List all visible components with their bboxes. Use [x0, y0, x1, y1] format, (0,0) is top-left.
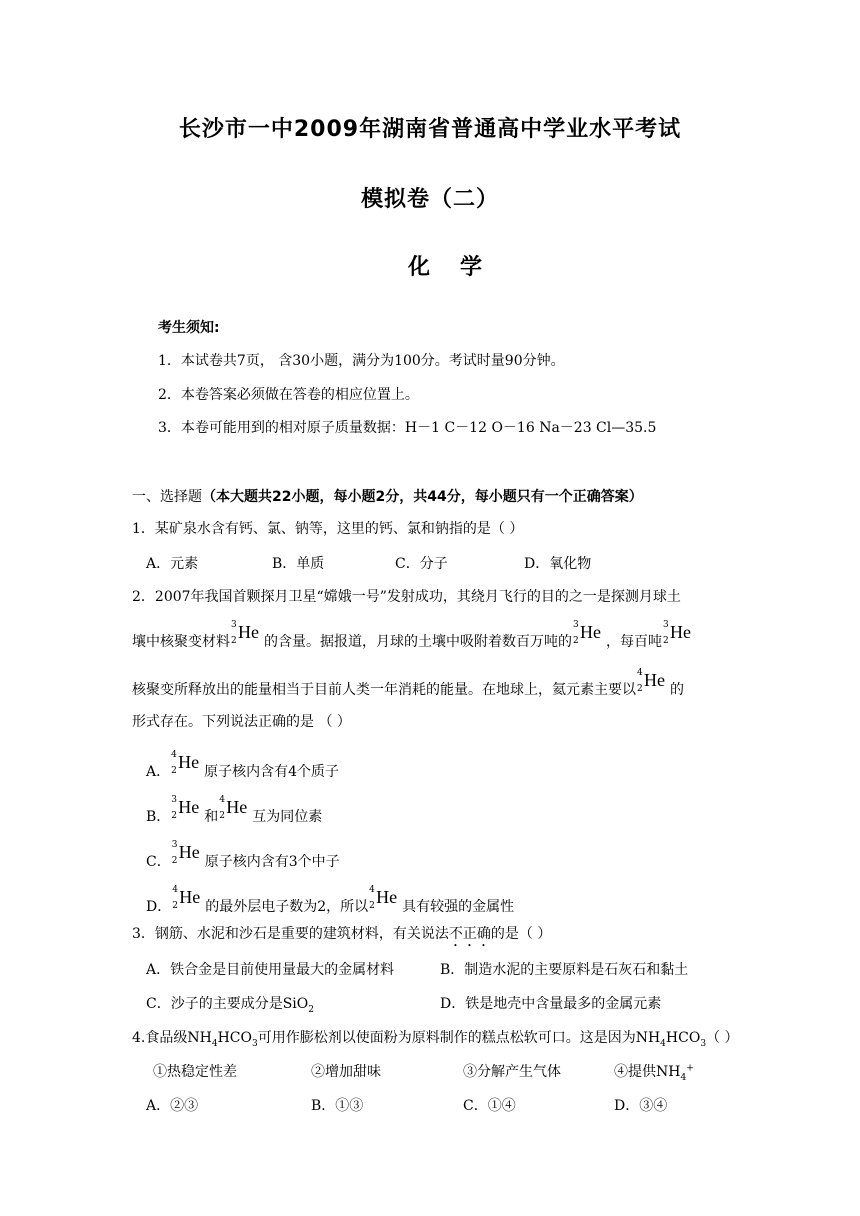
notice-item-1: 1．本试卷共7页， 含30小题，满分为100分。考试时量90分钟。 [158, 353, 565, 369]
q2-text: 的 [670, 682, 684, 698]
q2-text: 核聚变所释放出的能量相当于目前人类一年消耗的能量。在地球上，氦元素主要以 [132, 682, 636, 698]
q2-line1: 2．2007年我国首颗探月卫星“嫦娥一号”发射成功，其绕月飞行的目的之一是探测月球土 [132, 589, 681, 605]
subscript: 3 [251, 1038, 258, 1049]
element-symbol: He [580, 622, 601, 642]
element-symbol: He [179, 887, 201, 907]
q1-stem: 1．某矿泉水含有钙、氯、钠等，这里的钙、氯和钠指的是（ ） [132, 521, 524, 537]
section1-label: 一、选择题 [132, 489, 202, 505]
q3-emphasis: 不正确 [448, 926, 491, 942]
subscript: 4 [680, 1072, 687, 1083]
isotope-he3 [573, 620, 605, 650]
mass-number: 3 [231, 620, 237, 630]
isotope-he4 [172, 885, 204, 915]
q2-line4: 形式存在。下列说法正确的是 （ ） [132, 714, 351, 730]
q1-option-a: A．元素 [146, 556, 199, 572]
option-text: 原子核内含有3个中子 [204, 854, 340, 870]
element-symbol: He [670, 622, 691, 642]
q2-option-c [146, 840, 340, 871]
q2-line3 [132, 668, 684, 699]
exam-subject: 化学 [407, 255, 512, 280]
q2-option-a [146, 750, 340, 781]
atomic-number: 2 [219, 811, 226, 821]
q3-text: 的是（ ） [490, 926, 552, 942]
option-text: ④提供NH [614, 1064, 681, 1080]
q4-text: 4.食品级NH [132, 1030, 212, 1046]
atomic-number: 2 [171, 856, 178, 866]
q3-option-a: A．铁合金是目前使用量最大的金属材料 [146, 962, 395, 978]
atomic-number: 2 [637, 684, 643, 694]
superscript: + [686, 1063, 694, 1074]
isotope-he4 [637, 668, 669, 698]
option-prefix: D． [146, 899, 172, 915]
option-text: 的最外层电子数为2，所以 [205, 899, 369, 915]
q3-option-d: D．铁是地壳中含量最多的金属元素 [440, 996, 662, 1012]
atomic-number: 2 [369, 901, 375, 911]
q2-text: 壤中核聚变材料 [132, 634, 230, 650]
q1-option-c: C．分子 [395, 556, 448, 572]
notice-heading: 考生须知: [158, 320, 220, 336]
q4-item-3: ③分解产生气体 [463, 1064, 561, 1080]
atomic-number: 2 [171, 811, 178, 821]
option-prefix: C． [146, 854, 171, 870]
subscript: 2 [308, 1004, 314, 1015]
element-symbol: He [376, 887, 398, 907]
q4-item-2: ②增加甜味 [311, 1064, 381, 1080]
element-symbol: He [644, 670, 665, 690]
q1-option-d: D．氧化物 [524, 556, 592, 572]
q4-item-1: ①热稳定性差 [153, 1064, 237, 1080]
isotope-he4 [171, 750, 203, 780]
q2-text: 的含量。据报道，月球的土壤中吸附着数百万吨的 [264, 634, 572, 650]
mass-number: 4 [369, 885, 375, 895]
isotope-he3 [171, 795, 203, 825]
q4-stem [132, 1027, 739, 1049]
notice-item-2: 2．本卷答案必须做在答卷的相应位置上。 [158, 387, 419, 403]
mass-number: 4 [171, 750, 177, 760]
mass-number: 3 [573, 620, 579, 630]
mass-number: 3 [171, 795, 178, 805]
exam-title-line1: 长沙市一中2009年湖南省普通高中学业水平考试 [178, 117, 682, 142]
option-text: 互为同位素 [252, 809, 323, 825]
mass-number: 3 [663, 620, 669, 630]
q1-option-b: B．单质 [272, 556, 325, 572]
section1-heading [132, 486, 643, 506]
mass-number: 4 [172, 885, 178, 895]
subscript: 4 [660, 1038, 666, 1049]
mass-number: 3 [171, 840, 178, 850]
section1-note: （本大题共22小题，每小题2分，共44分，每小题只有一个正确答案） [202, 489, 643, 505]
element-symbol: He [178, 752, 200, 772]
option-text: 原子核内含有4个质子 [204, 764, 340, 780]
q2-text: ，每百吨 [606, 634, 662, 650]
atomic-number: 2 [573, 636, 579, 646]
q2-line2 [132, 620, 696, 651]
notice-item-3: 3．本卷可能用到的相对原子质量数据：H－1 C－12 O－16 Na－23 Cl—35.5 [158, 420, 657, 436]
exam-title-line2: 模拟卷（二） [360, 187, 499, 212]
option-prefix: B． [146, 809, 171, 825]
element-symbol: He [238, 622, 259, 642]
q2-option-d [146, 885, 515, 916]
element-symbol: He [178, 797, 200, 817]
option-prefix: A． [146, 764, 171, 780]
q4-text: HCO [217, 1030, 252, 1046]
option-text: C．沙子的主要成分是SiO [146, 996, 309, 1012]
isotope-he3 [231, 620, 263, 650]
isotope-he3 [171, 840, 204, 870]
q4-option-b: B．①③ [311, 1098, 364, 1114]
mass-number: 4 [637, 668, 643, 678]
atomic-number: 2 [171, 766, 177, 776]
q4-text: HCO [665, 1030, 701, 1046]
q3-option-b: B．制造水泥的主要原料是石灰石和黏土 [440, 962, 689, 978]
isotope-he4 [369, 885, 401, 915]
isotope-he3 [663, 620, 695, 650]
isotope-he4 [219, 795, 251, 825]
q4-option-c: C．①④ [463, 1098, 516, 1114]
q4-item-4 [614, 1061, 694, 1083]
option-text: 和 [204, 809, 219, 825]
subscript: 3 [700, 1038, 707, 1049]
q4-option-a: A．②③ [146, 1098, 199, 1114]
option-text: 具有较强的金属性 [402, 899, 515, 915]
q4-text: 可用作膨松剂以使面粉为原料制作的糕点松软可口。这是因为NH [257, 1030, 661, 1046]
q3-text: 3．钢筋、水泥和沙石是重要的建筑材料，有关说法 [132, 926, 449, 942]
q2-option-b [146, 795, 323, 826]
element-symbol: He [226, 797, 248, 817]
subscript: 4 [211, 1038, 218, 1049]
element-symbol: He [178, 842, 200, 862]
q4-option-d: D．③④ [614, 1098, 668, 1114]
atomic-number: 2 [231, 636, 237, 646]
q3-stem [132, 923, 551, 950]
atomic-number: 2 [663, 636, 669, 646]
atomic-number: 2 [172, 901, 178, 911]
mass-number: 4 [219, 795, 226, 805]
q3-option-c [146, 993, 314, 1015]
q4-text: （ ） [706, 1030, 739, 1046]
